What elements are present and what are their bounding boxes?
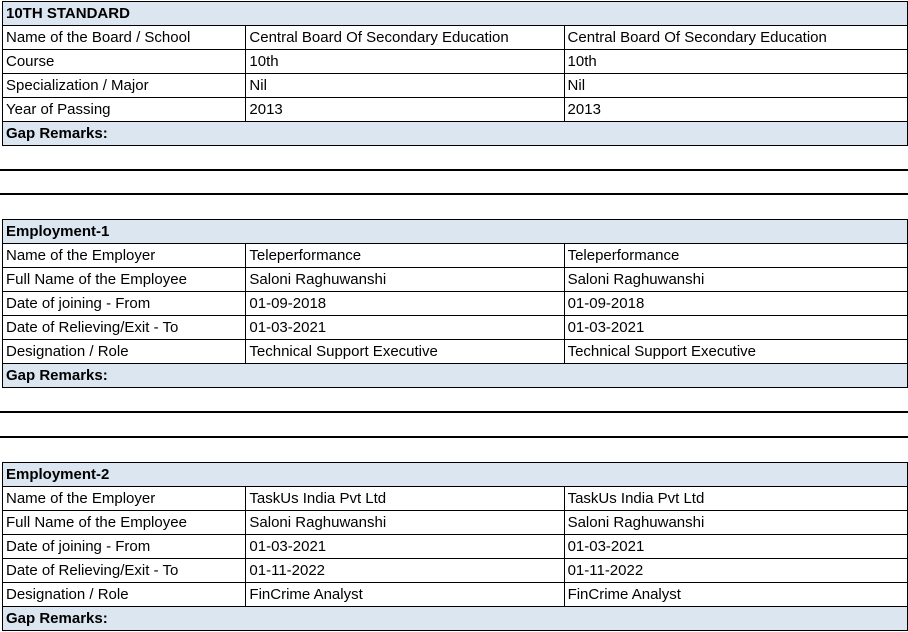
section-title: 10TH STANDARD (3, 2, 908, 26)
divider (0, 169, 908, 171)
row-value-1: TaskUs India Pvt Ltd (246, 487, 564, 511)
employment-1-table (2, 219, 908, 388)
table-row (3, 268, 908, 292)
row-value-2: TaskUs India Pvt Ltd (564, 487, 907, 511)
divider (0, 411, 908, 413)
education-10th-table (2, 1, 908, 146)
row-label: Name of the Employer (3, 487, 246, 511)
row-label: Full Name of the Employee (3, 511, 246, 535)
row-value-2: 01-03-2021 (564, 316, 907, 340)
row-label: Name of the Board / School (3, 26, 246, 50)
row-value-2: FinCrime Analyst (564, 583, 907, 607)
table-row (3, 74, 908, 98)
table-row (3, 292, 908, 316)
section-header-row (3, 220, 908, 244)
row-value-2: 01-03-2021 (564, 535, 907, 559)
row-value-1: Technical Support Executive (246, 340, 564, 364)
row-label: Date of joining - From (3, 292, 246, 316)
row-value-1: 10th (246, 50, 564, 74)
gap-remarks-label: Gap Remarks: (3, 364, 908, 388)
gap-remarks-row (3, 607, 908, 631)
row-label: Date of Relieving/Exit - To (3, 316, 246, 340)
table-row (3, 316, 908, 340)
gap-remarks-row (3, 364, 908, 388)
row-label: Name of the Employer (3, 244, 246, 268)
row-value-2: 01-11-2022 (564, 559, 907, 583)
row-value-1: 01-11-2022 (246, 559, 564, 583)
table-row (3, 340, 908, 364)
row-value-2: 2013 (564, 98, 907, 122)
row-value-2: 01-09-2018 (564, 292, 907, 316)
row-value-1: FinCrime Analyst (246, 583, 564, 607)
row-label: Course (3, 50, 246, 74)
row-value-1: Nil (246, 74, 564, 98)
row-value-2: Nil (564, 74, 907, 98)
table-row (3, 26, 908, 50)
row-value-1: 01-03-2021 (246, 535, 564, 559)
table-row (3, 487, 908, 511)
table-row (3, 535, 908, 559)
row-value-2: Saloni Raghuwanshi (564, 511, 907, 535)
row-label: Date of Relieving/Exit - To (3, 559, 246, 583)
row-value-2: Teleperformance (564, 244, 907, 268)
row-value-2: Technical Support Executive (564, 340, 907, 364)
gap-remarks-row (3, 122, 908, 146)
row-value-1: Saloni Raghuwanshi (246, 511, 564, 535)
row-value-1: Central Board Of Secondary Education (246, 26, 564, 50)
table-row (3, 98, 908, 122)
section-title: Employment-1 (3, 220, 908, 244)
row-value-1: Teleperformance (246, 244, 564, 268)
row-label: Year of Passing (3, 98, 246, 122)
row-value-2: 10th (564, 50, 907, 74)
section-header-row (3, 463, 908, 487)
gap-remarks-label: Gap Remarks: (3, 607, 908, 631)
row-value-2: Saloni Raghuwanshi (564, 268, 907, 292)
row-label: Full Name of the Employee (3, 268, 246, 292)
row-value-1: 01-09-2018 (246, 292, 564, 316)
section-title: Employment-2 (3, 463, 908, 487)
row-label: Designation / Role (3, 583, 246, 607)
row-label: Date of joining - From (3, 535, 246, 559)
row-value-1: Saloni Raghuwanshi (246, 268, 564, 292)
table-row (3, 559, 908, 583)
row-label: Specialization / Major (3, 74, 246, 98)
gap-remarks-label: Gap Remarks: (3, 122, 908, 146)
row-value-1: 01-03-2021 (246, 316, 564, 340)
row-label: Designation / Role (3, 340, 246, 364)
table-row (3, 583, 908, 607)
section-header-row (3, 2, 908, 26)
divider (0, 436, 908, 438)
table-row (3, 244, 908, 268)
row-value-2: Central Board Of Secondary Education (564, 26, 907, 50)
employment-2-table (2, 462, 908, 631)
table-row (3, 511, 908, 535)
row-value-1: 2013 (246, 98, 564, 122)
divider (0, 193, 908, 195)
table-row (3, 50, 908, 74)
